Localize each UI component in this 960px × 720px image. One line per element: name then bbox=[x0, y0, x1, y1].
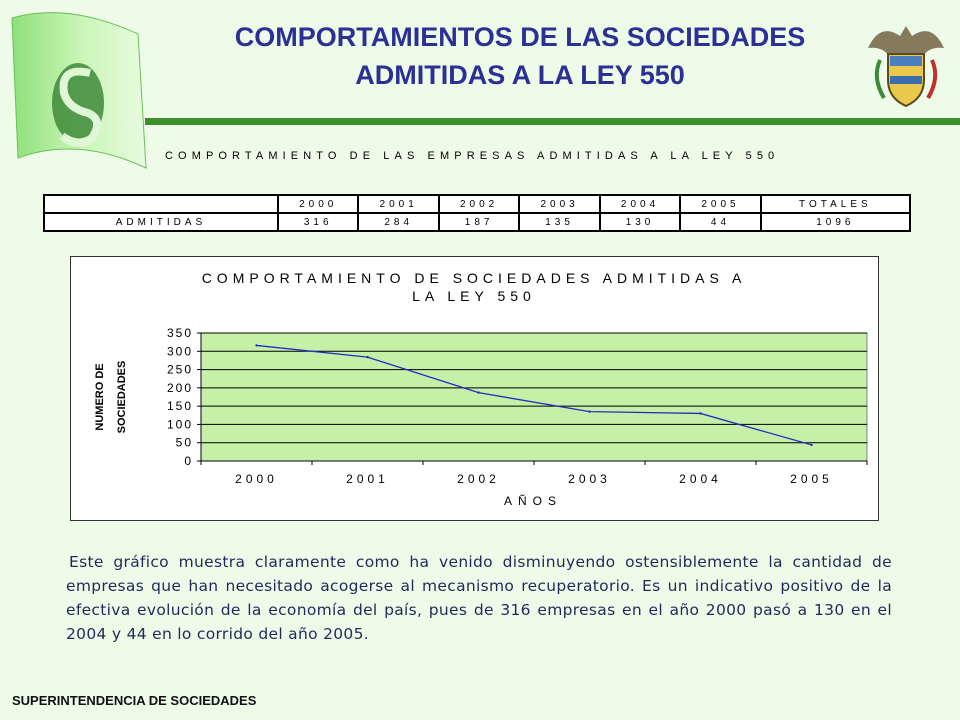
title-line-1: COMPORTAMIENTOS DE LAS SOCIEDADES bbox=[234, 22, 806, 52]
header-divider bbox=[145, 118, 960, 125]
table-year-cell: 2000 bbox=[278, 195, 358, 213]
description-paragraph: Este gráfico muestra claramente como ha venido disminuyendo ostensiblemente la cantidad de empresas que han necesitado acogerse al mecanismo recuperatorio. Es un indicativo positivo de la efectiva evolución de la economía del país, pues de 316 empresas en el año 2000 pasó a 130 en el 2004 y 44 en lo corrido del año 2005. bbox=[66, 553, 892, 643]
table-value-cell: 44 bbox=[680, 213, 760, 231]
line-chart bbox=[70, 256, 879, 521]
table-year-cell: 2004 bbox=[600, 195, 680, 213]
data-point bbox=[255, 344, 257, 346]
table-value-cell: 316 bbox=[278, 213, 358, 231]
data-point bbox=[366, 356, 368, 358]
table-value-cell: 130 bbox=[600, 213, 680, 231]
x-tick-label: 2002 bbox=[457, 472, 500, 486]
supersociedades-logo-icon bbox=[8, 8, 158, 178]
y-tick-label: 0 bbox=[184, 454, 193, 468]
data-point bbox=[477, 391, 479, 393]
y-tick-label: 100 bbox=[166, 417, 193, 432]
table-row-label: ADMITIDAS bbox=[44, 213, 278, 231]
y-tick-label: 250 bbox=[166, 362, 193, 377]
data-point bbox=[810, 444, 812, 446]
data-point bbox=[699, 412, 701, 414]
page-title bbox=[170, 18, 870, 94]
y-tick-label: 150 bbox=[166, 399, 193, 414]
y-axis-label-line-2: SOCIEDADES bbox=[116, 360, 128, 434]
table-total-value: 1096 bbox=[761, 213, 910, 231]
table-year-cell: 2003 bbox=[519, 195, 599, 213]
data-point bbox=[588, 410, 590, 412]
table-row bbox=[44, 213, 910, 231]
footer-label: SUPERINTENDENCIA DE SOCIEDADES bbox=[12, 693, 257, 708]
x-tick-label: 2004 bbox=[679, 472, 722, 486]
table-value-cell: 284 bbox=[358, 213, 438, 231]
y-tick-label: 200 bbox=[166, 380, 193, 395]
title-line-2: ADMITIDAS A LA LEY 550 bbox=[355, 60, 685, 90]
plot-background bbox=[201, 333, 867, 461]
table-corner-cell bbox=[44, 195, 278, 213]
data-table bbox=[43, 194, 911, 232]
y-axis-label-line-1: NUMERO DE bbox=[94, 363, 106, 431]
chart-title-line-1: COMPORTAMIENTO DE SOCIEDADES ADMITIDAS A bbox=[201, 270, 747, 286]
plot-area bbox=[167, 326, 867, 486]
y-tick-label: 300 bbox=[166, 344, 193, 359]
chart-svg bbox=[71, 257, 878, 520]
x-tick-label: 2003 bbox=[568, 472, 611, 486]
table-year-cell: 2002 bbox=[439, 195, 519, 213]
x-tick-label: 2000 bbox=[235, 472, 278, 486]
x-axis-label: AÑOS bbox=[503, 494, 563, 508]
y-tick-label: 50 bbox=[175, 435, 193, 450]
table-year-cell: 2005 bbox=[680, 195, 760, 213]
table-year-cell: 2001 bbox=[358, 195, 438, 213]
x-tick-label: 2005 bbox=[790, 472, 833, 486]
chart-title-line-2: LA LEY 550 bbox=[412, 288, 536, 304]
table-header-row bbox=[44, 195, 910, 213]
table-value-cell: 187 bbox=[439, 213, 519, 231]
x-tick-label: 2001 bbox=[346, 472, 389, 486]
table-subtitle: COMPORTAMIENTO DE LAS EMPRESAS ADMITIDAS A LA LEY 550 bbox=[165, 150, 780, 162]
y-tick-label: 350 bbox=[166, 326, 193, 340]
coat-of-arms-icon bbox=[866, 18, 946, 110]
table-value-cell: 135 bbox=[519, 213, 599, 231]
table-total-header: TOTALES bbox=[761, 195, 910, 213]
